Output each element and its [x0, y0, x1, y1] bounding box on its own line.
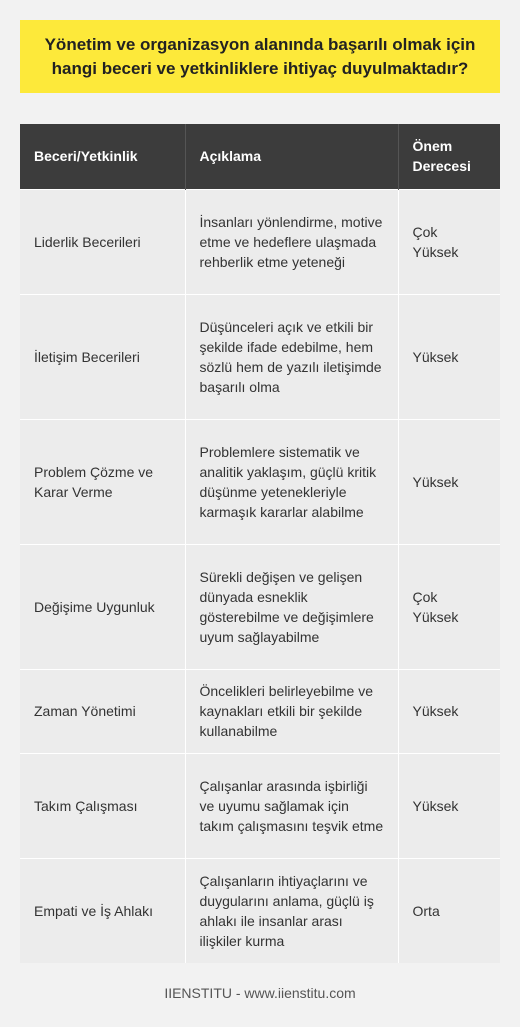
description-cell: Problemlere sistematik ve analitik yaklaşım, güçlü kritik düşünme yetenekleriyle karmaşık kararlar alabilme — [185, 419, 398, 544]
description-cell: Çalışanlar arasında işbirliği ve uyumu sağlamak için takım çalışmasını teşvik etme — [185, 753, 398, 858]
table-row — [20, 753, 500, 858]
header-description: Açıklama — [185, 124, 398, 189]
skill-cell: Takım Çalışması — [20, 753, 185, 858]
title-banner — [20, 20, 500, 93]
skill-cell: Değişime Uygunluk — [20, 544, 185, 669]
page-title: Yönetim ve organizasyon alanında başarılı olmak için hangi beceri ve yetkinliklere ihtiyaç duyulmaktadır? — [44, 34, 476, 78]
importance-cell: Çok Yüksek — [398, 189, 500, 294]
skill-cell: İletişim Becerileri — [20, 294, 185, 419]
skill-cell: Liderlik Becerileri — [20, 189, 185, 294]
footer-credit: IIENSTITU - www.iienstitu.com — [164, 985, 356, 1001]
description-cell: İnsanları yönlendirme, motive etme ve hedeflere ulaşmada rehberlik etme yeteneği — [185, 189, 398, 294]
table-row — [20, 669, 500, 753]
table-header-row — [20, 124, 500, 189]
table-row — [20, 858, 500, 963]
skill-cell: Empati ve İş Ahlakı — [20, 858, 185, 963]
header-importance: Önem Derecesi — [398, 124, 500, 189]
header-skill: Beceri/Yetkinlik — [20, 124, 185, 189]
importance-cell: Yüksek — [398, 294, 500, 419]
table-row — [20, 294, 500, 419]
skill-cell: Problem Çözme ve Karar Verme — [20, 419, 185, 544]
description-cell: Düşünceleri açık ve etkili bir şekilde ifade edebilme, hem sözlü hem de yazılı iletişimde başarılı olma — [185, 294, 398, 419]
table-row — [20, 189, 500, 294]
importance-cell: Orta — [398, 858, 500, 963]
importance-cell: Yüksek — [398, 669, 500, 753]
table-row — [20, 419, 500, 544]
importance-cell: Çok Yüksek — [398, 544, 500, 669]
importance-cell: Yüksek — [398, 419, 500, 544]
description-cell: Çalışanların ihtiyaçlarını ve duygularını anlama, güçlü iş ahlakı ile insanlar arası ilişkiler kurma — [185, 858, 398, 963]
skills-table — [20, 124, 500, 963]
importance-cell: Yüksek — [398, 753, 500, 858]
skill-cell: Zaman Yönetimi — [20, 669, 185, 753]
description-cell: Sürekli değişen ve gelişen dünyada esneklik gösterebilme ve değişimlere uyum sağlayabilme — [185, 544, 398, 669]
description-cell: Öncelikleri belirleyebilme ve kaynakları etkili bir şekilde kullanabilme — [185, 669, 398, 753]
table-row — [20, 544, 500, 669]
